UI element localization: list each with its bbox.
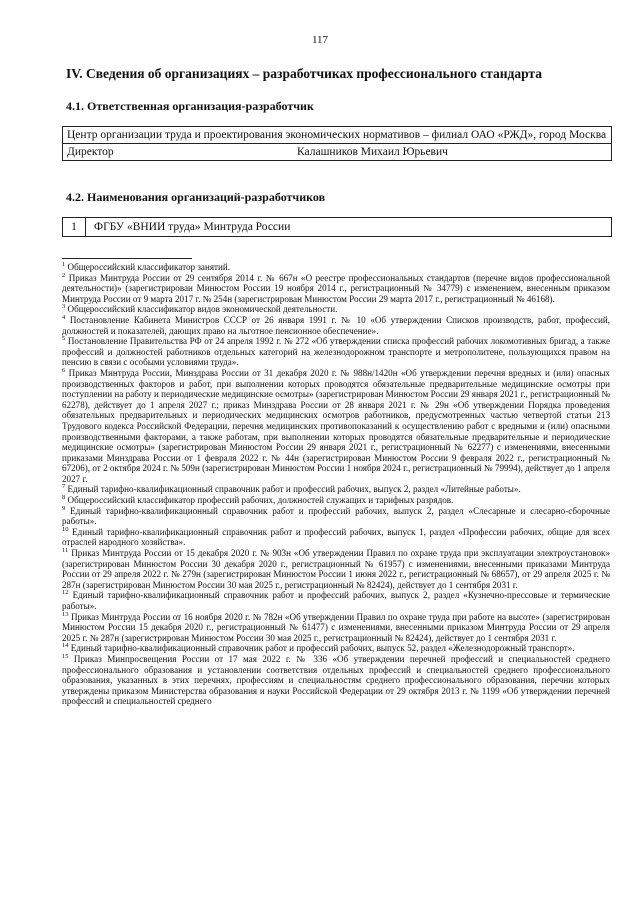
responsible-org-table [62, 126, 612, 161]
footnote: $^{10}$ Единый тарифно-квалификационный справочник работ и профессий рабочих, выпуск 1, раздел «Профессии рабочих, общие для всех отраслей народного хозяйства». [62, 525, 610, 548]
director-role: Директор [67, 146, 114, 158]
footnote: $^4$ Постановление Кабинета Министров СССР от 26 января 1991 г. № 10 «Об утверждении Списков производств, работ, профессий, должностей и показателей, дающих право на льготное пенсионное обеспечение». [62, 313, 611, 336]
developer-org-name: ФГБУ «ВНИИ труда» Минтруда России [94, 221, 291, 233]
footnote: $^{11}$ Приказ Минтруда России от 15 декабря 2020 г. № 903н «Об утверждении Правил по охране труда при эксплуатации электроустановок» (зарегистрирован Минюстом России 30 декабря 2020 г., регистрационный № 61957) с изменениями, внесенными приказами Минтруда России от 29 апреля 2022 г. № 279н (зарегистрирован Минюстом России 1 июня 2022 г., регистрационный № 68657), от 29 апреля 2025 г. № 287н (зарегистрирован Минюстом России 30 мая 2025 г., регистрационный № 82424), действует до 1 сентября 2031 г. [62, 547, 610, 590]
director-row [63, 143, 611, 160]
footnote: $^1$ Общероссийский классификатор занятий. [62, 260, 231, 272]
footnote: $^9$ Единый тарифно-квалификационный справочник работ и профессий рабочих, выпуск 2, раздел «Слесарные и слесарно-сборочные работы». [62, 504, 610, 527]
footnote: $^2$ Приказ Минтруда России от 29 сентября 2014 г. № 667н «О реестре профессиональных стандартов (перечне видов профессиональной деятельности)» (зарегистрирован Минюстом России 19 ноября 2014 г., регистрационный № 34779) с изменением, внесенным приказом Минтруда России от 9 марта 2017 г. № 254н (зарегистрирован Минюстом России 29 марта 2017 г., регистрационный № 46168). [62, 271, 610, 304]
footnotes [62, 262, 610, 707]
page-number: 117 [311, 34, 329, 46]
responsible-org-heading: 4.1. Ответственная организация-разработчик [66, 99, 314, 113]
footnote: $^7$ Единый тарифно-квалификационный справочник работ и профессий рабочих, выпуск 2, раздел «Литейные работы». [62, 483, 521, 495]
footnote: $^8$ Общероссийский классификатор профессий рабочих, должностей служащих и тарифных разрядов. [62, 494, 454, 506]
footnote: $^{15}$ Приказ Минпросвещения России от 17 мая 2022 г. № 336 «Об утверждении перечней профессий и специальностей среднего профессионального образования и установлении соответствия отдельных профессий и специальностей среднего профессионального образования, указанных в этих перечнях, профессиям и специальностям среднего профессионального образования, перечни которых утверждены приказом Министерства образования и науки Российской Федерации от 29 октября 2013 г. № 1199 «Об утверждении перечней профессий и специальностей среднего [62, 652, 610, 707]
footnote: $^{12}$ Единый тарифно-квалификационный справочник работ и профессий рабочих, выпуск 2, раздел «Кузнечно-прессовые и термические работы». [62, 589, 610, 611]
footnote: $^6$ Приказ Минтруда России, Минздрава России от 31 декабря 2020 г. № 988н/1420н «Об утверждении перечня вредных и (или) опасных производственных факторов и работ, при выполнении которых проводятся обязательные предварительные медицинские осмотры при поступлении на работу и периодические медицинские осмотры» (зарегистрирован Минюстом России 29 января 2021 г., регистрационный № 62278), действует до 1 апреля 2027 г.; приказ Минздрава России от 28 января 2021 г. № 29н «Об утверждении Порядка проведения обязательных предварительных и периодических медицинских осмотров работников, предусмотренных частью четвертой статьи 213 Трудового кодекса Российской Федерации, перечня медицинских противопоказаний к осуществлению работ с вредными и (или) опасными производственными факторами, а также работам, при выполнении которых проводятся обязательные предварительные и периодические медицинские осмотры» (зарегистрирован Минюстом России 29 января 2021 г., регистрационный № 62277) с изменениями, внесенными приказами Минздрава России от 1 февраля 2022 г. № 44н (зарегистрирован Минюстом России 9 февраля 2022 г., регистрационный № 67206), от 2 октября 2024 г. № 509н (зарегистрирован Минюстом России 1 ноября 2024 г., регистрационный № 79994), действует до 1 апреля 2027 г. [62, 366, 610, 484]
director-name: Калашников Михаил Юрьевич [297, 146, 448, 158]
developer-org-row [62, 217, 612, 237]
footnote: $^{13}$ Приказ Минтруда России от 16 ноября 2020 г. № 782н «Об утверждении Правил по охране труда при работе на высоте» (зарегистрирован Минюстом России 15 декабря 2020 г., регистрационный № 61477) с изменениями, внесенными приказом Минтруда России от 29 апреля 2025 г. № 287н (зарегистрирован Минюстом России 30 мая 2025 г., регистрационный № 82424), действует до 1 сентября 2031 г. [62, 610, 610, 643]
section-title: IV. Сведения об организациях – разработчиках профессионального стандарта [66, 66, 542, 81]
footnote-separator [62, 258, 192, 259]
developer-orgs-heading: 4.2. Наименования организаций-разработчиков [66, 190, 326, 204]
footnote: $^5$ Постановление Правительства РФ от 24 апреля 1992 г. № 272 «Об утверждении списка профессий рабочих локомотивных бригад, а также профессий и должностей работников отдельных категорий на железнодорожном транспорте и метрополитене, пользующихся правом на пенсию в связи с особыми условиями труда». [62, 335, 610, 368]
footnote: $^3$ Общероссийский классификатор видов экономической деятельности. [62, 303, 338, 315]
responsible-org-name: Центр организации труда и проектирования экономических нормативов – филиал ОАО «РЖД», город Москва [67, 129, 607, 141]
developer-org-number: 1 [63, 218, 86, 236]
footnote: $^{14}$ Единый тарифно-квалификационный справочник работ и профессий рабочих, выпуск 52, раздел «Железнодорожный транспорт». [62, 642, 575, 654]
